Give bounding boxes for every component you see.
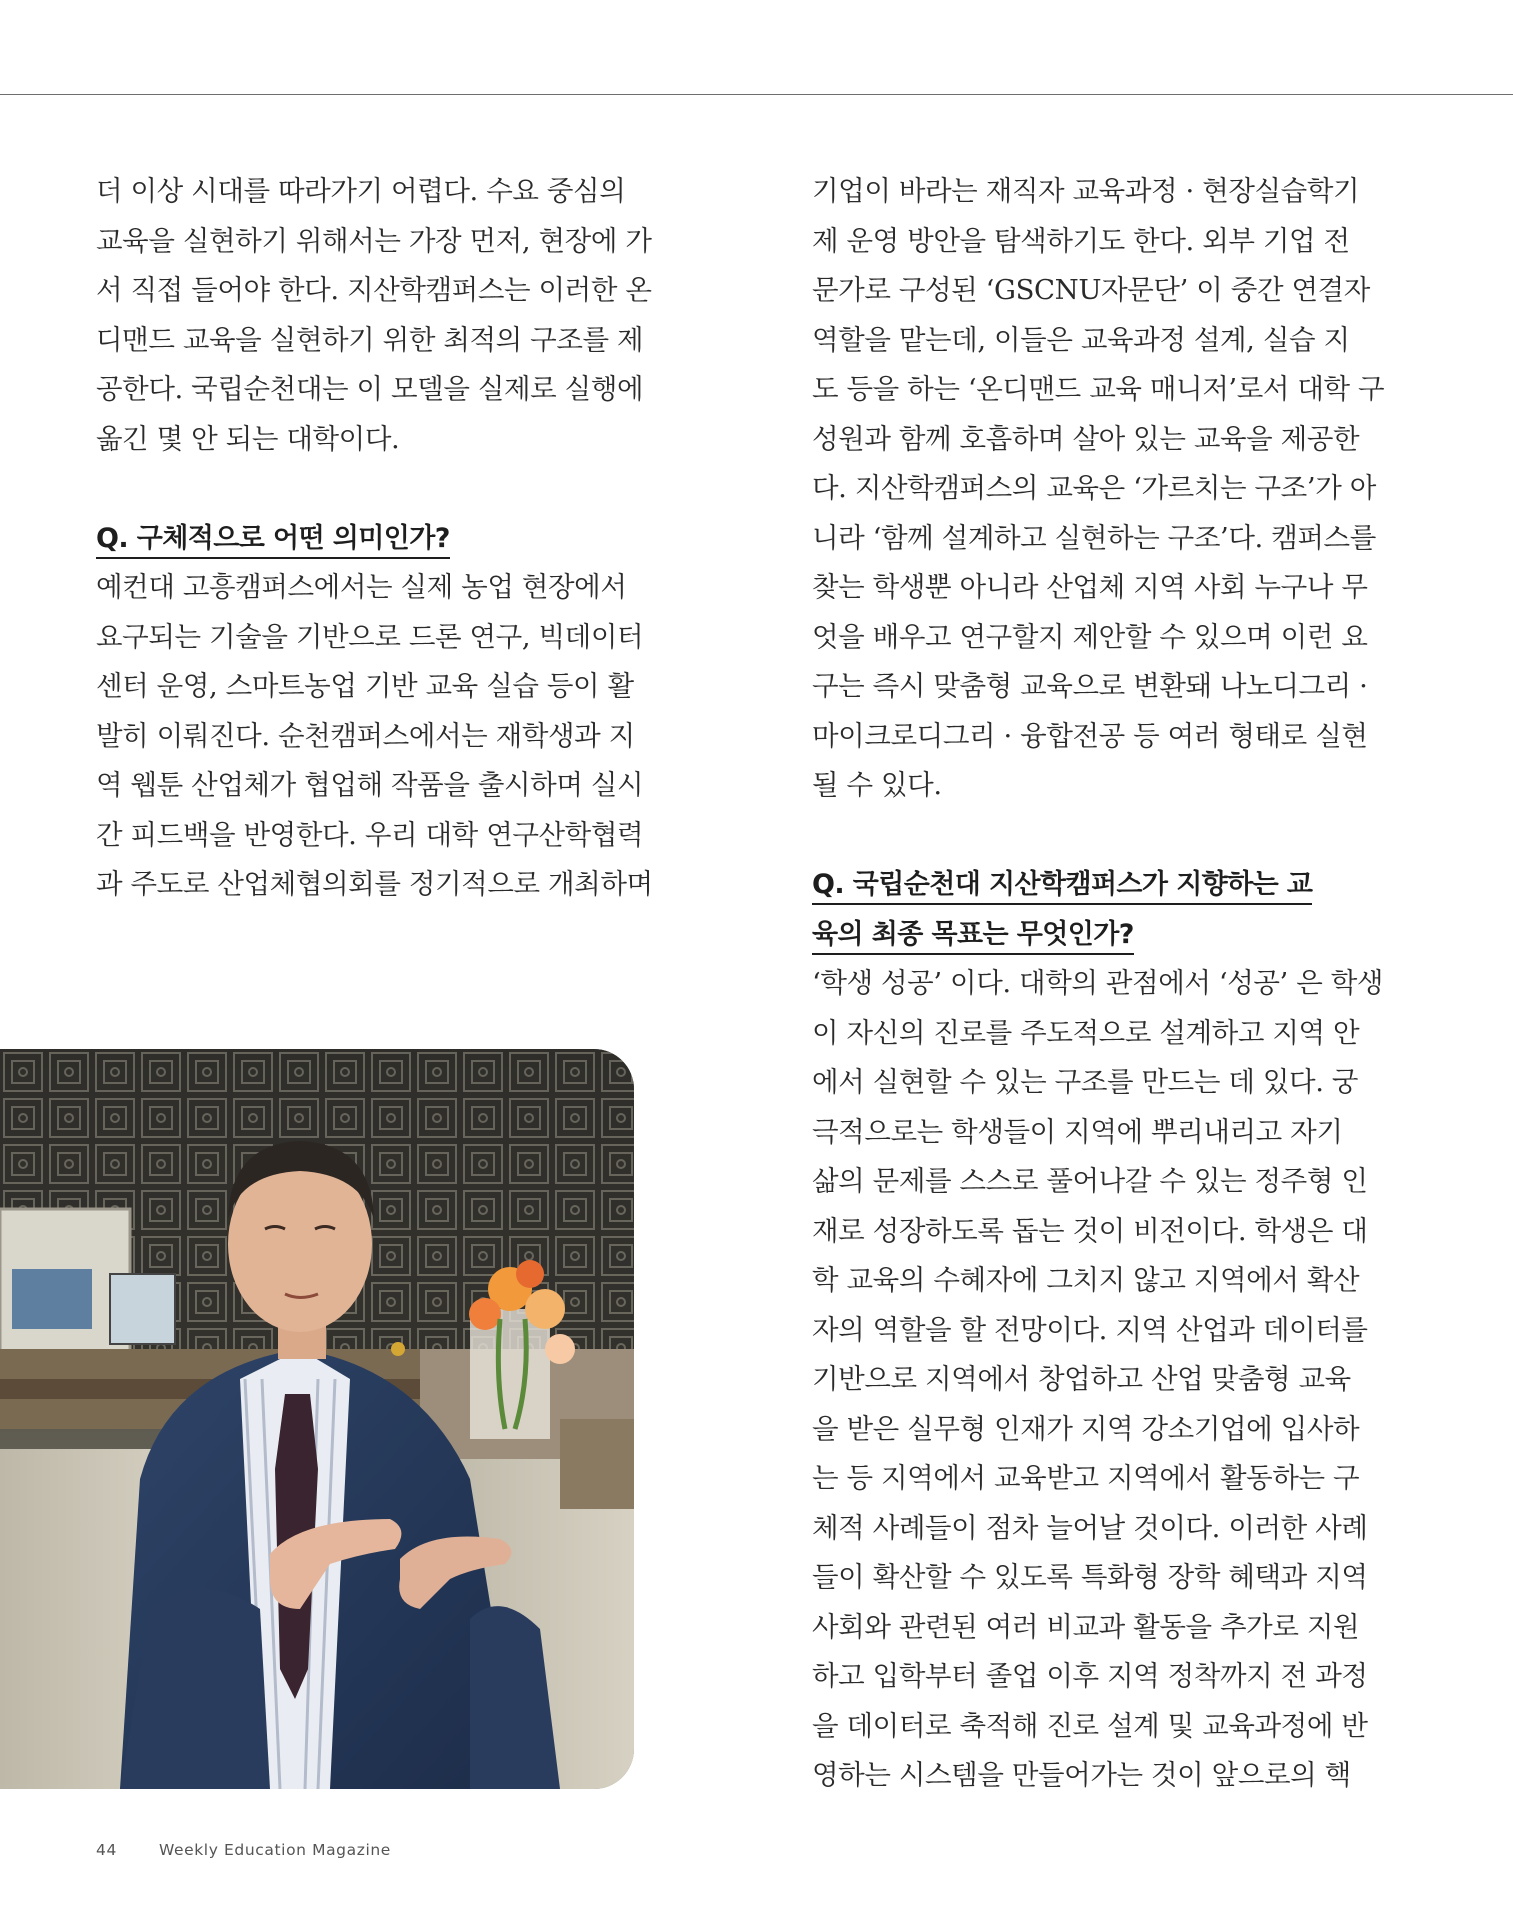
paragraph-gap bbox=[812, 811, 1352, 861]
question-heading-2-line-2: 육의 최종 목표는 무엇인가? bbox=[812, 910, 1352, 960]
body-text-line: 에서 실현할 수 있는 구조를 만드는 데 있다. 궁 bbox=[812, 1066, 1359, 1098]
body-text-line: 사회와 관련된 여러 비교과 활동을 추가로 지원 bbox=[812, 1610, 1360, 1643]
page-footer bbox=[96, 1841, 391, 1859]
body-text-line: 구는 즉시 맞춤형 교육으로 변환돼 나노디그리 · bbox=[812, 670, 1368, 702]
left-column bbox=[96, 167, 653, 910]
body-text-line: 학 교육의 수혜자에 그치지 않고 지역에서 확산 bbox=[812, 1264, 1360, 1296]
body-text-line: 이 자신의 진로를 주도적으로 설계하고 지역 안 bbox=[812, 1016, 1360, 1049]
body-text-line: 문가로 구성된 ‘GSCNU자문단’ 이 중간 연결자 bbox=[812, 274, 1370, 306]
body-text-line: 는 등 지역에서 교육받고 지역에서 활동하는 구 bbox=[812, 1462, 1360, 1494]
body-text-line: 간 피드백을 반영한다. 우리 대학 연구산학협력 bbox=[96, 818, 644, 851]
body-text-line: 도 등을 하는 ‘온디맨드 교육 매니저’로서 대학 구 bbox=[812, 373, 1385, 405]
header-rule bbox=[0, 94, 1513, 95]
body-text-line: 센터 운영, 스마트농업 기반 교육 실습 등이 활 bbox=[96, 670, 634, 702]
body-text-line: 극적으로는 학생들이 지역에 뿌리내리고 자기 bbox=[812, 1115, 1343, 1148]
body-text-line: 자의 역할을 할 전망이다. 지역 산업과 데이터를 bbox=[812, 1313, 1368, 1346]
body-text-line: 니라 ‘함께 설계하고 실현하는 구조’다. 캠퍼스를 bbox=[812, 521, 1376, 554]
body-text-line: 영하는 시스템을 만들어가는 것이 앞으로의 핵 bbox=[812, 1759, 1351, 1791]
body-text-line: 교육을 실현하기 위해서는 가장 먼저, 현장에 가 bbox=[96, 224, 652, 257]
body-text-line: 옮긴 몇 안 되는 대학이다. bbox=[96, 422, 400, 455]
body-text-line: 요구되는 기술을 기반으로 드론 연구, 빅데이터 bbox=[96, 620, 644, 653]
body-text-line: 찾는 학생뿐 아니라 산업체 지역 사회 누구나 무 bbox=[812, 571, 1368, 603]
interview-photo bbox=[0, 1049, 634, 1789]
body-text-line: 엇을 배우고 연구할지 제안할 수 있으며 이런 요 bbox=[812, 620, 1368, 653]
page-number: 44 bbox=[96, 1841, 117, 1859]
publication-name: Weekly Education Magazine bbox=[158, 1841, 391, 1859]
body-text-line: 디맨드 교육을 실현하기 위한 최적의 구조를 제 bbox=[96, 323, 644, 356]
body-text-line: 역 웹툰 산업체가 협업해 작품을 출시하며 실시 bbox=[96, 769, 644, 801]
body-text-line: 기업이 바라는 재직자 교육과정 · 현장실습학기 bbox=[812, 175, 1360, 207]
body-text-line: 기반으로 지역에서 창업하고 산업 맞춤형 교육 bbox=[812, 1363, 1351, 1395]
body-text-line: 체적 사례들이 점차 늘어날 것이다. 이러한 사례 bbox=[812, 1511, 1368, 1544]
body-text-line: 발히 이뤄진다. 순천캠퍼스에서는 재학생과 지 bbox=[96, 719, 635, 752]
body-text-line: 공한다. 국립순천대는 이 모델을 실제로 실행에 bbox=[96, 373, 644, 405]
body-text-line: 더 이상 시대를 따라가기 어렵다. 수요 중심의 bbox=[96, 175, 626, 207]
body-text-line: 과 주도로 산업체협의회를 정기적으로 개최하며 bbox=[96, 868, 653, 900]
body-text-line: 다. 지산학캠퍼스의 교육은 ‘가르치는 구조’가 아 bbox=[812, 472, 1376, 504]
left-intro-paragraph bbox=[96, 167, 652, 464]
body-text-line: 제 운영 방안을 탐색하기도 한다. 외부 기업 전 bbox=[812, 224, 1350, 257]
body-text-line: 될 수 있다. bbox=[812, 769, 942, 801]
question-heading-2-line-1: Q. 국립순천대 지산학캠퍼스가 지향하는 교 bbox=[812, 860, 1352, 910]
body-text-line: 예컨대 고흥캠퍼스에서는 실제 농업 현장에서 bbox=[96, 571, 627, 603]
body-text-line: 을 데이터로 축적해 진로 설계 및 교육과정에 반 bbox=[812, 1709, 1368, 1742]
right-intro-paragraph bbox=[812, 167, 1385, 811]
answer-2-paragraph bbox=[812, 959, 1384, 1801]
body-text-line: 들이 확산할 수 있도록 특화형 장학 혜택과 지역 bbox=[812, 1561, 1368, 1593]
body-text-line: 성원과 함께 호흡하며 살아 있는 교육을 제공한 bbox=[812, 422, 1360, 455]
body-text-line: ‘학생 성공’ 이다. 대학의 관점에서 ‘성공’ 은 학생 bbox=[812, 967, 1384, 999]
body-text-line: 마이크로디그리 · 융합전공 등 여러 형태로 실현 bbox=[812, 719, 1368, 752]
body-text-line: 서 직접 들어야 한다. 지산학캠퍼스는 이러한 온 bbox=[96, 274, 652, 306]
question-heading-1-text: Q. 구체적으로 어떤 의미인가? bbox=[96, 523, 450, 559]
body-text-line: 재로 성장하도록 돕는 것이 비전이다. 학생은 대 bbox=[812, 1214, 1368, 1247]
paragraph-gap bbox=[96, 464, 636, 514]
body-text-line: 역할을 맡는데, 이들은 교육과정 설계, 실습 지 bbox=[812, 323, 1350, 356]
body-text-line: 하고 입학부터 졸업 이후 지역 정착까지 전 과정 bbox=[812, 1660, 1368, 1692]
answer-1-paragraph bbox=[96, 563, 653, 910]
body-text-line: 을 받은 실무형 인재가 지역 강소기업에 입사하 bbox=[812, 1412, 1360, 1445]
question-heading-1 bbox=[96, 514, 636, 564]
right-column bbox=[812, 167, 1385, 1801]
body-text-line: 삶의 문제를 스스로 풀어나갈 수 있는 정주형 인 bbox=[812, 1165, 1368, 1197]
